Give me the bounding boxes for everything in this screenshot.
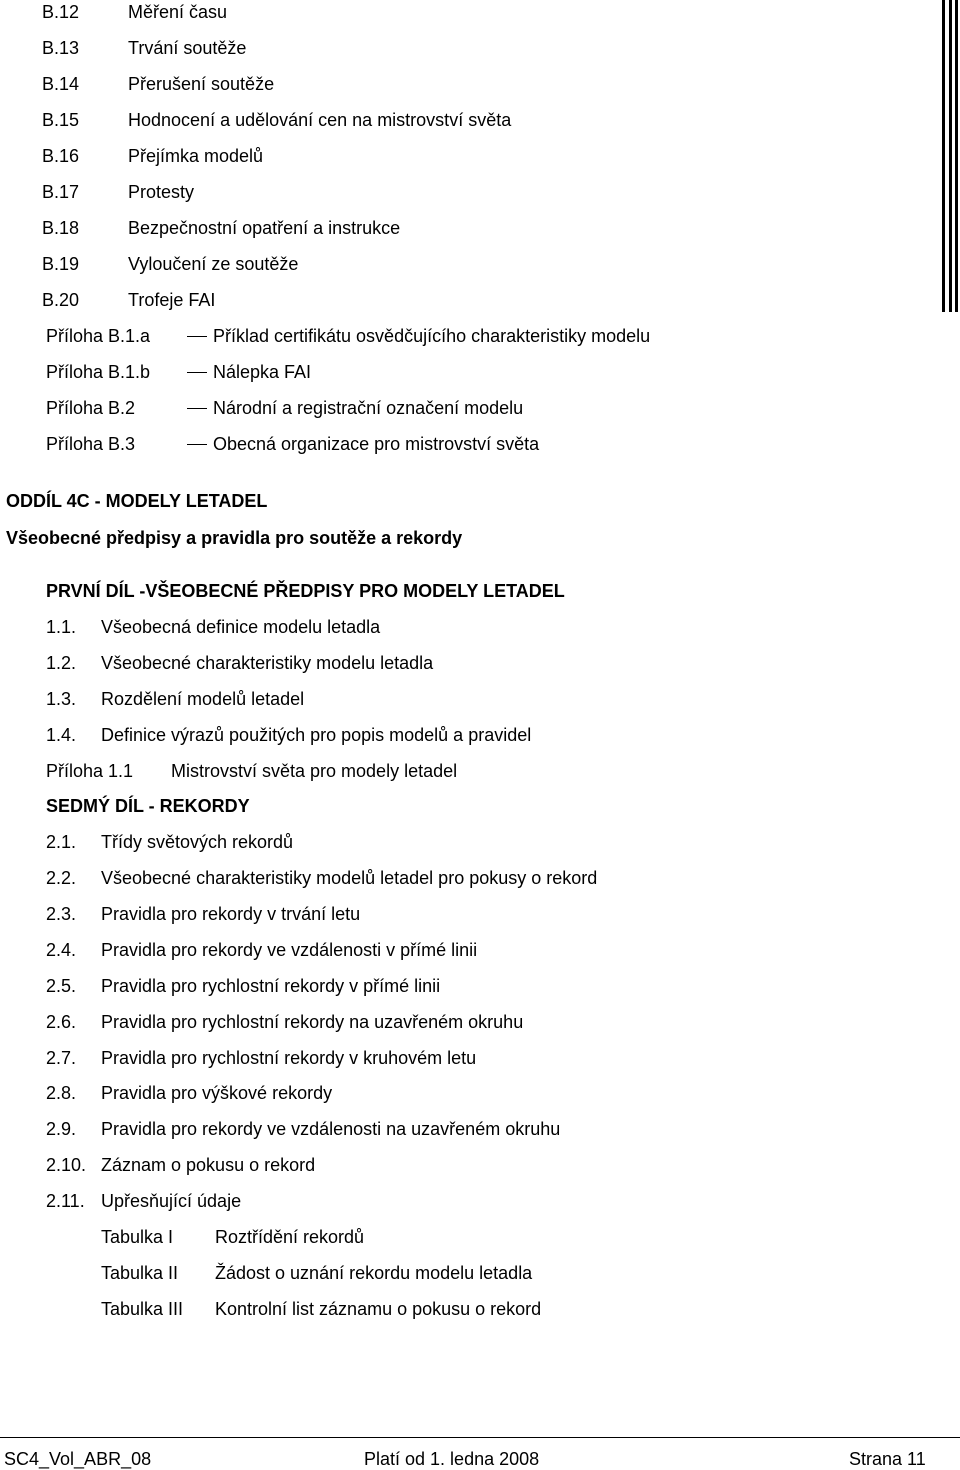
- change-bar: [955, 0, 958, 312]
- toc-num: 2.7.: [46, 1048, 77, 1068]
- toc-label: Třídy světových rekordů: [101, 832, 294, 852]
- toc-num: 2.4.: [46, 940, 77, 960]
- annex-entry: [187, 327, 650, 345]
- annex-num: Příloha 1.1: [46, 761, 134, 781]
- em-dash: [187, 336, 207, 338]
- toc-num: 2.2.: [46, 868, 77, 888]
- toc-num: 1.1.: [46, 617, 77, 637]
- annex-label: Příklad certifikátu osvědčujícího charakteristiky modelu: [213, 326, 651, 346]
- annex-label: Nálepka FAI: [213, 362, 312, 382]
- table-label: Kontrolní list záznamu o pokusu o rekord: [215, 1299, 542, 1319]
- toc-label: Pravidla pro výškové rekordy: [101, 1083, 333, 1103]
- annex-num: Příloha B.3: [46, 434, 136, 454]
- toc-label: Pravidla pro rychlostní rekordy v přímé linii: [101, 976, 441, 996]
- annex-label: Obecná organizace pro mistrovství světa: [213, 434, 540, 454]
- toc-num: B.16: [42, 146, 80, 166]
- section-subheading: Všeobecné předpisy a pravidla pro soutěže a rekordy: [6, 528, 463, 548]
- toc-num: B.14: [42, 74, 80, 94]
- annex-num: Příloha B.1.a: [46, 326, 151, 346]
- annex-label: Mistrovství světa pro modely letadel: [171, 761, 458, 781]
- toc-num: B.18: [42, 218, 80, 238]
- footer-valid-from: Platí od 1. ledna 2008: [364, 1449, 540, 1469]
- toc-label: Přejímka modelů: [128, 146, 264, 166]
- em-dash: [187, 408, 207, 410]
- footer-doc-id: SC4_Vol_ABR_08: [4, 1449, 152, 1469]
- table-num: Tabulka III: [101, 1299, 184, 1319]
- toc-num: 2.1.: [46, 832, 77, 852]
- toc-num: B.20: [42, 290, 80, 310]
- toc-label: Rozdělení modelů letadel: [101, 689, 305, 709]
- toc-label: Trvání soutěže: [128, 38, 247, 58]
- toc-num: 2.9.: [46, 1119, 77, 1139]
- part-heading: SEDMÝ DÍL - REKORDY: [46, 796, 250, 816]
- toc-label: Záznam o pokusu o rekord: [101, 1155, 316, 1175]
- toc-num: B.19: [42, 254, 80, 274]
- annex-entry: [187, 363, 311, 381]
- toc-num: 1.4.: [46, 725, 77, 745]
- toc-num: 2.5.: [46, 976, 77, 996]
- change-bar: [949, 0, 952, 312]
- toc-num: 2.8.: [46, 1083, 77, 1103]
- toc-label: Definice výrazů použitých pro popis modelů a pravidel: [101, 725, 532, 745]
- table-num: Tabulka II: [101, 1263, 179, 1283]
- toc-num: 2.6.: [46, 1012, 77, 1032]
- toc-label: Hodnocení a udělování cen na mistrovství světa: [128, 110, 512, 130]
- part-heading: PRVNÍ DÍL -VŠEOBECNÉ PŘEDPISY PRO MODELY LETADEL: [46, 581, 565, 601]
- toc-label: Upřesňující údaje: [101, 1191, 242, 1211]
- toc-label: Pravidla pro rychlostní rekordy v kruhovém letu: [101, 1048, 477, 1068]
- toc-label: Všeobecné charakteristiky modelů letadel pro pokusy o rekord: [101, 868, 598, 888]
- toc-num: 2.3.: [46, 904, 77, 924]
- toc-num: 1.3.: [46, 689, 77, 709]
- toc-label: Bezpečnostní opatření a instrukce: [128, 218, 401, 238]
- toc-label: Přerušení soutěže: [128, 74, 275, 94]
- toc-label: Pravidla pro rekordy ve vzdálenosti v přímé linii: [101, 940, 478, 960]
- toc-num: 2.10.: [46, 1155, 87, 1175]
- table-label: Roztřídění rekordů: [215, 1227, 365, 1247]
- change-bar: [942, 0, 945, 312]
- annex-entry: [187, 399, 523, 417]
- annex-num: Příloha B.2: [46, 398, 136, 418]
- toc-label: Měření času: [128, 2, 228, 22]
- toc-num: B.12: [42, 2, 80, 22]
- table-label: Žádost o uznání rekordu modelu letadla: [215, 1263, 533, 1283]
- toc-label: Pravidla pro rekordy ve vzdálenosti na uzavřeném okruhu: [101, 1119, 561, 1139]
- toc-num: B.15: [42, 110, 80, 130]
- annex-num: Příloha B.1.b: [46, 362, 151, 382]
- footer-divider: [0, 1437, 960, 1438]
- toc-label: Všeobecné charakteristiky modelu letadla: [101, 653, 434, 673]
- toc-label: Trofeje FAI: [128, 290, 216, 310]
- toc-label: Pravidla pro rekordy v trvání letu: [101, 904, 361, 924]
- table-num: Tabulka I: [101, 1227, 174, 1247]
- em-dash: [187, 372, 207, 374]
- toc-label: Všeobecná definice modelu letadla: [101, 617, 381, 637]
- em-dash: [187, 444, 207, 446]
- annex-label: Národní a registrační označení modelu: [213, 398, 524, 418]
- toc-label: Pravidla pro rychlostní rekordy na uzavřeném okruhu: [101, 1012, 524, 1032]
- toc-label: Protesty: [128, 182, 195, 202]
- section-heading: ODDÍL 4C - MODELY LETADEL: [6, 491, 268, 511]
- toc-num: 1.2.: [46, 653, 77, 673]
- footer-page-number: Strana 11: [849, 1449, 926, 1469]
- toc-label: Vyloučení ze soutěže: [128, 254, 299, 274]
- annex-entry: [187, 435, 539, 453]
- toc-num: B.13: [42, 38, 80, 58]
- toc-num: 2.11.: [46, 1191, 85, 1211]
- change-bar-marks: [942, 0, 958, 312]
- toc-num: B.17: [42, 182, 80, 202]
